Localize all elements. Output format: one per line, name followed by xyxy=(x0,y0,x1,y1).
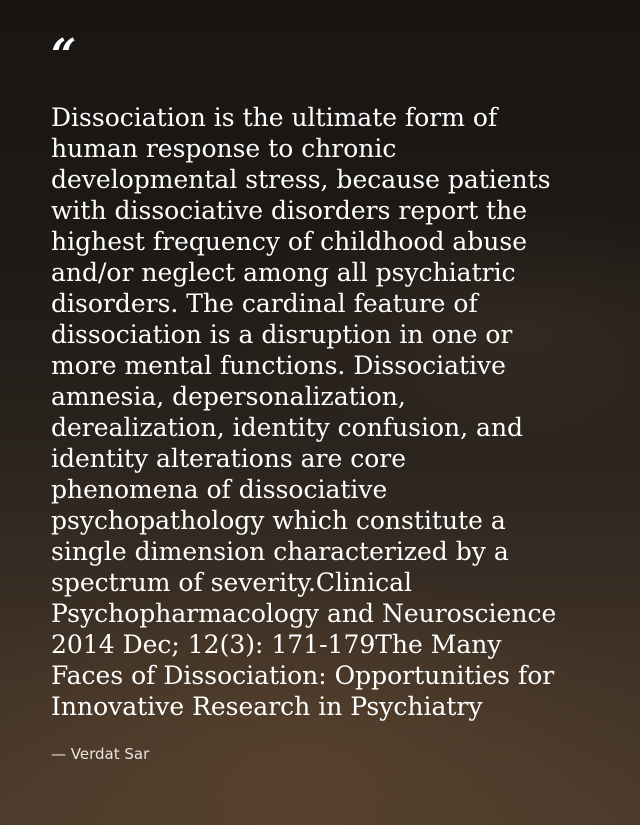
quote-author: — Verdat Sar xyxy=(51,745,150,763)
quote-mark-icon: “ xyxy=(51,30,77,81)
quote-text: Dissociation is the ultimate form of human response to chronic developmental stress, because patients with dissociative disorders report the highest frequency of childhood abuse and/or neglect among all psychiatric disorders. The cardinal feature of dissociation is a disruption in one or more mental functions. Dissociative amnesia, depersonalization, derealization, identity confusion, and identity alterations are core phenomena of dissociative psychopathology which constitute a single dimension characterized by a spectrum of severity.Clinical Psychopharmacology and Neuroscience 2014 Dec; 12(3): 171-179The Many Faces of Dissociation: Opportunities for Innovative Research in Psychiatry xyxy=(51,103,557,721)
